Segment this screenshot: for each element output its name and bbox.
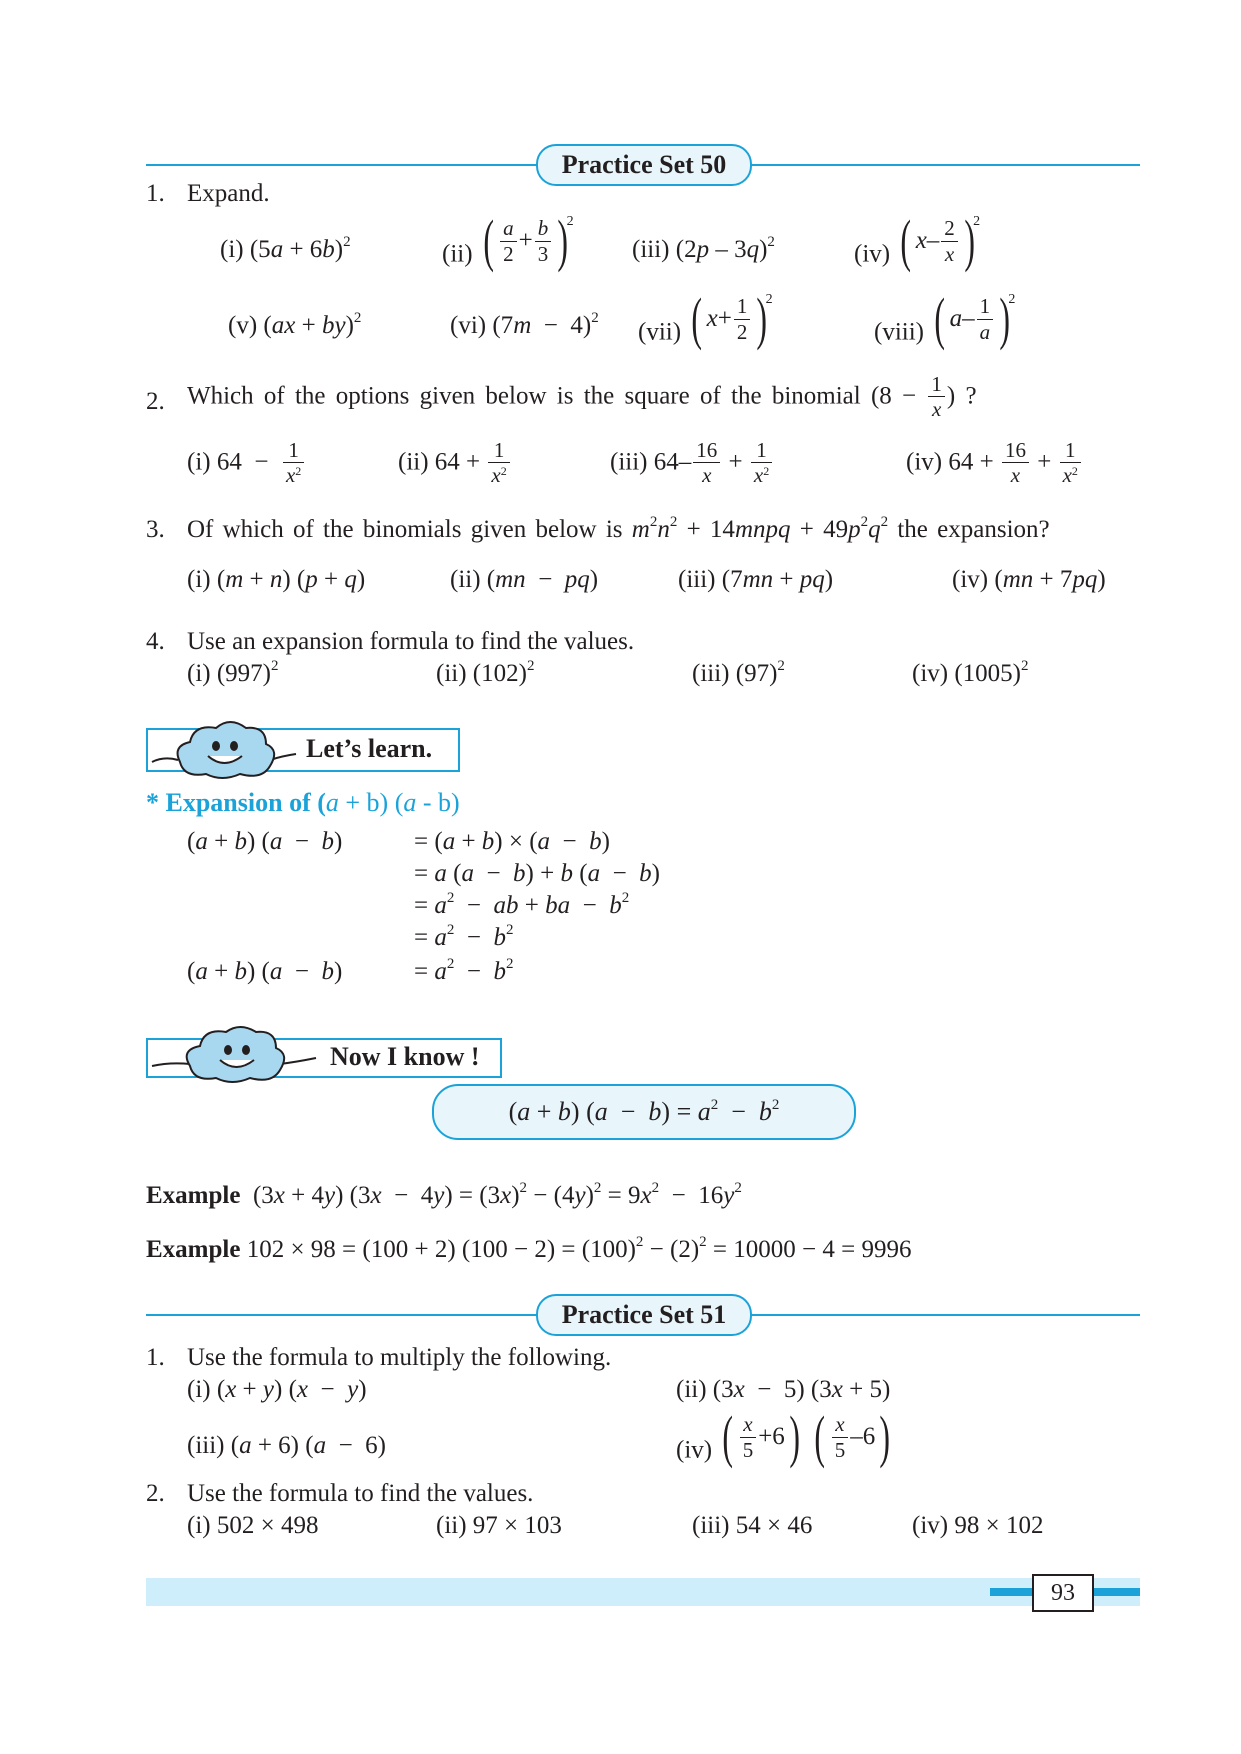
expansion-heading: * Expansion of (a + b) (a - b) (146, 788, 460, 817)
ps50-q2-iii: (iii) 64– $\frac{16}{x}$ + $\frac{1}{x^2}$ (610, 438, 774, 487)
derivation-result: = $a^2 - b^2$ (414, 956, 514, 985)
ps51-q1-iv: (iv) ( $\frac{x}{5}$ +6 ) ( $\frac{x}{5}$ –6 ) (676, 1404, 891, 1469)
now-i-know-label: Now I know ! (330, 1042, 480, 1071)
ps50-q4-iv: (iv) $(1005)^2$ (912, 658, 1029, 687)
ps51-q2-i: (i) 502 × 498 (187, 1512, 319, 1539)
page-number: 93 (1032, 1574, 1094, 1612)
ps50-q4-iii: (iii) $(97)^2$ (692, 658, 785, 687)
ps50-q3-i: (i) (m + n) (p + q) (187, 566, 366, 593)
example-label: Example (146, 1236, 241, 1263)
derivation-step-2: = a (a − b) + b (a − b) (414, 860, 660, 887)
ps50-q2-iv: (iv) 64 + $\frac{16}{x}$ + $\frac{1}{x^2}$ (906, 438, 1083, 487)
ps50-q4-text: Use an expansion formula to find the values. (187, 628, 635, 655)
ps51-q1-iii: (iii) (a + 6) (a − 6) (187, 1432, 387, 1459)
ps51-title: Practice Set 51 (536, 1294, 752, 1336)
ps50-q2-ii: (ii) 64 + $\frac{1}{x^2}$ (398, 438, 512, 487)
ps50-q3-text: Of which of the binomials given below is $m^2n^2$ + 14mnpq + $49p^2q^2$ the expansion? (187, 514, 1050, 543)
ps50-q2-i: (i) 64 − $\frac{1}{x^2}$ (187, 438, 306, 487)
cloud-mascot-icon (150, 1022, 320, 1088)
ps51-q1-num: 1. (146, 1344, 165, 1371)
derivation-lhs-1: (a + b) (a − b) (187, 828, 343, 855)
ps51-q2-text: Use the formula to find the values. (187, 1480, 534, 1507)
ps51-q2-ii: (ii) 97 × 103 (436, 1512, 562, 1539)
ps50-q4-ii: (ii) $(102)^2$ (436, 658, 535, 687)
example-2: Example 102 × 98 = (100 + 2) $(100 - 2) = (100)^2 - (2)^2 = 10000 - 4 = 9996$ (146, 1234, 912, 1263)
ps51-q2-num: 2. (146, 1480, 165, 1507)
example-1: Example (3x + 4y) $(3x - 4y) = (3x)^2 - (4y)^2 = 9x^2 - 16y^2$ (146, 1180, 742, 1209)
derivation-lhs-2: (a + b) (a − b) (187, 958, 343, 985)
key-formula: (a + b) $(a - b) = a^2 - b^2$ (432, 1084, 856, 1140)
ps50-q1-num: 1. (146, 180, 165, 207)
ps50-q2-text: Which of the options given below is the square of the binomial (8 − $\frac{1}{x}$ ) ? (187, 372, 977, 422)
ps50-q1-iii: (iii) (2p – 3q)$^2$ (632, 234, 775, 263)
ps51-q2-iii: (iii) 54 × 46 (692, 1512, 813, 1539)
ps50-q1-i: (i) $(5a + 6b)^2$ (220, 234, 351, 263)
lets-learn-label: Let’s learn. (306, 734, 433, 763)
ps50-q4-num: 4. (146, 628, 165, 655)
ps50-q1-v: (v) (ax + by)$^2$ (228, 310, 362, 339)
ps50-q3-iv: (iv) (mn + 7pq) (952, 566, 1106, 593)
ps51-q1-text: Use the formula to multiply the following. (187, 1344, 612, 1371)
ps50-title: Practice Set 50 (536, 144, 752, 186)
ps50-q1-iv: (iv) ( x – $\frac{2}{x}$ ) 2 (854, 208, 981, 273)
ps50-q1-text: Expand. (187, 180, 270, 207)
ps50-q3-num: 3. (146, 516, 165, 543)
cloud-mascot-icon (150, 716, 300, 782)
derivation-step-3: = $a^2$ − ab + ba − $b^2$ (414, 890, 630, 919)
ps50-q1-viii: (viii) ( a – $\frac{1}{a}$ ) 2 (874, 286, 1016, 351)
ps50-q4-i: (i) $(997)^2$ (187, 658, 279, 687)
ps51-q1-ii: (ii) (3x − 5) (3x + 5) (676, 1376, 891, 1403)
derivation-step-4: = $a^2 - b^2$ (414, 922, 514, 951)
ps50-q1-vii: (vii) ( x + $\frac{1}{2}$ ) 2 (638, 286, 773, 351)
ps50-q1-vi: (vi) $(7m - 4)^2$ (450, 310, 599, 339)
ps50-q3-iii: (iii) (7mn + pq) (678, 566, 834, 593)
ps51-q1-i: (i) (x + y) (x − y) (187, 1376, 367, 1403)
ps50-q1-ii: (ii) ( $\frac{a}{2}$ + $\frac{b}{3}$ ) 2 (442, 208, 574, 273)
derivation-step-1: = (a + b) × (a − b) (414, 828, 610, 855)
ps50-q3-ii: (ii) (mn − pq) (450, 566, 599, 593)
ps51-q2-iv: (iv) 98 × 102 (912, 1512, 1044, 1539)
ps50-q2-num: 2. (146, 388, 165, 415)
example-label: Example (146, 1182, 241, 1209)
